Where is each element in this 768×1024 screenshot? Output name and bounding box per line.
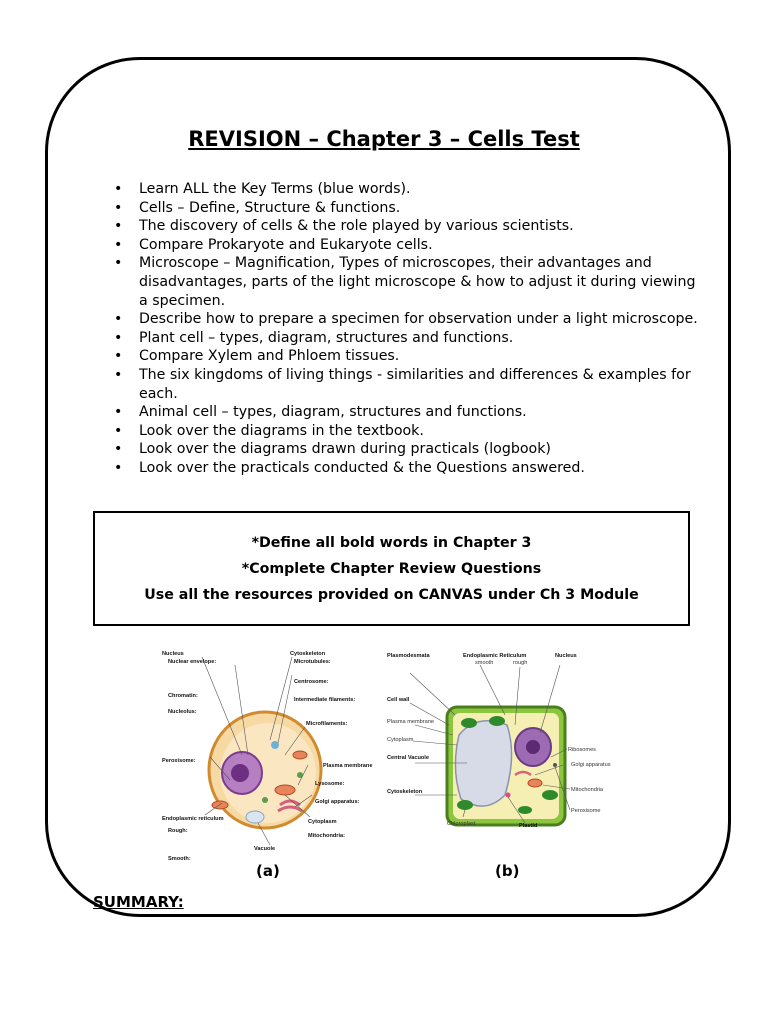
label-nucleolus: Nucleolus: (168, 709, 197, 715)
plant-cell-illustration (385, 645, 615, 840)
label-plant-mitochondria: Mitochondria (571, 787, 604, 793)
list-item: • Compare Xylem and Phloem tissues. (114, 347, 704, 366)
label-lysosome: Lysosome: (315, 781, 345, 787)
animal-cell-diagram (160, 645, 385, 860)
animal-cell-illustration (160, 645, 385, 860)
label-cell-wall: Cell wall (387, 697, 410, 703)
label-vacuole: Vacuole (254, 846, 276, 852)
label-smooth: Smooth: (168, 856, 191, 860)
label-peroxisome: Peroxisome: (162, 758, 196, 764)
figure-label-b: (b) (495, 862, 520, 880)
label-nucleus: Nucleus (162, 651, 184, 657)
label-ribosomes: Ribosomes (568, 747, 596, 753)
label-cytoskeleton: Cytoskeleton (290, 651, 326, 657)
label-plant-golgi: Golgi apparatus (571, 762, 611, 768)
summary-heading: SUMMARY: (93, 893, 184, 911)
label-mitochondria: Mitochondria: (308, 833, 345, 839)
list-item: • Plant cell – types, diagram, structures and functions. (114, 329, 704, 348)
list-item: • Cells – Define, Structure & functions. (114, 199, 704, 218)
label-er: Endoplasmic reticulum (162, 816, 224, 822)
label-plant-rough: rough (513, 660, 528, 666)
label-plant-cytoskeleton: Cytoskeleton (387, 789, 423, 795)
instructions-box (93, 511, 690, 626)
list-item: • Compare Prokaryote and Eukaryote cells. (114, 236, 704, 255)
list-item: • Animal cell – types, diagram, structures and functions. (114, 403, 704, 422)
label-plant-nucleus: Nucleus (555, 653, 577, 659)
instruction-define: *Define all bold words in Chapter 3 (251, 534, 532, 551)
list-item: • Learn ALL the Key Terms (blue words). (114, 180, 704, 199)
page-title: REVISION – Chapter 3 – Cells Test (188, 127, 580, 151)
instruction-review: *Complete Chapter Review Questions (241, 560, 542, 577)
list-item: • Look over the diagrams drawn during practicals (logbook) (114, 440, 704, 459)
label-plastid: Plastid (519, 823, 538, 829)
label-chloroplast: Chloroplast (447, 821, 476, 827)
instruction-canvas: Use all the resources provided on CANVAS under Ch 3 Module (144, 586, 639, 603)
label-nuclear-envelope: Nuclear envelope: (168, 659, 217, 665)
label-plant-plasma-membrane: Plasma membrane (387, 719, 434, 725)
label-golgi: Golgi apparatus: (315, 799, 360, 805)
label-plasmodesmata: Plasmodesmata (387, 653, 430, 659)
label-centrosome: Centrosome: (294, 679, 329, 685)
label-central-vacuole: Central Vacuole (387, 755, 429, 761)
label-chromatin: Chromatin: (168, 693, 198, 699)
list-item: • Describe how to prepare a specimen for observation under a light microscope. (114, 310, 704, 329)
label-plasma-membrane: Plasma membrane (323, 763, 373, 769)
revision-checklist (114, 180, 704, 478)
list-item: • Look over the diagrams in the textbook. (114, 422, 704, 441)
figure-label-a: (a) (256, 862, 280, 880)
label-plant-er: Endoplasmic Reticulum (463, 653, 527, 659)
list-item: • The six kingdoms of living things - similarities and differences & examples for each. (114, 366, 704, 403)
label-cytoplasm: Cytoplasm (308, 819, 337, 825)
label-plant-cytoplasm: Cytoplasm (387, 737, 414, 743)
list-item: • Look over the practicals conducted & the Questions answered. (114, 459, 704, 478)
plant-cell-diagram (385, 645, 615, 840)
label-microtubules: Microtubules: (294, 659, 331, 665)
label-plant-peroxisome: Peroxisome (571, 808, 601, 814)
list-item: • Microscope – Magnification, Types of microscopes, their advantages and disadvantages, parts of the light microscope & how to adjust it during viewing a specimen. (114, 254, 704, 310)
label-microfilaments: Microfilaments: (306, 721, 348, 727)
label-plant-smooth: smooth (475, 660, 494, 666)
label-rough: Rough: (168, 828, 188, 834)
list-item: • The discovery of cells & the role played by various scientists. (114, 217, 704, 236)
label-intermediate-filaments: Intermediate filaments: (294, 697, 356, 703)
